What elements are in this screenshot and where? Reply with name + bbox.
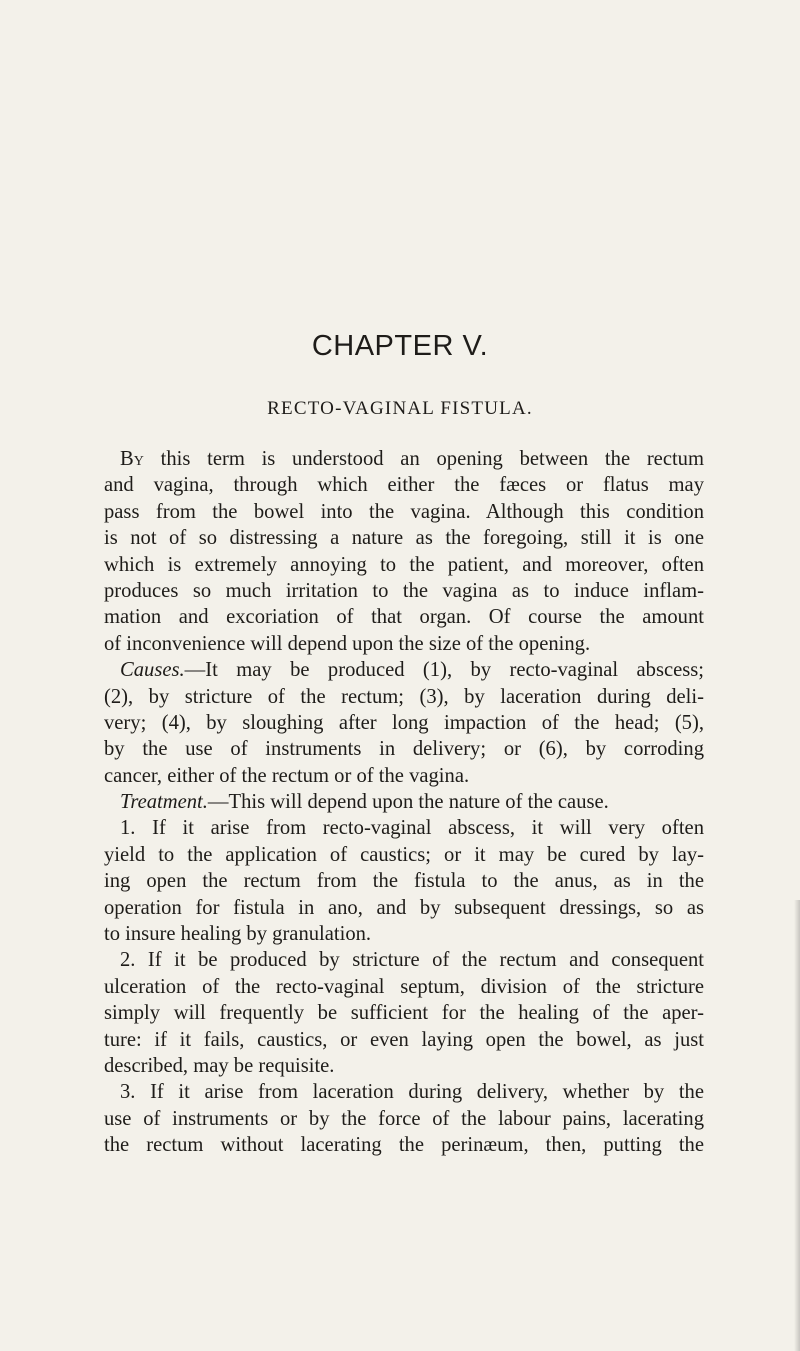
text-line: which is extremely annoying to the patient, and moreover, often	[104, 553, 704, 576]
text-line: pass from the bowel into the vagina. Although this condition	[104, 500, 704, 523]
text-line: by the use of instruments in delivery; or (6), by corroding	[104, 738, 704, 761]
text-line: is not of so distressing a nature as the foregoing, still it is one	[104, 527, 704, 550]
text-line: 1. If it arise from recto-vaginal abscess, it will very often	[120, 817, 704, 840]
text-line: simply will frequently be sufficient for the healing of the aper-	[104, 1002, 704, 1025]
causes-heading: Causes.	[120, 659, 185, 682]
text-line: Treatment.—This will depend upon the nature of the cause.	[120, 791, 609, 814]
text-line: operation for fistula in ano, and by subsequent dressings, so as	[104, 896, 704, 919]
text-line: ing open the rectum from the fistula to the anus, as in the	[104, 870, 704, 893]
text-line: cancer, either of the rectum or of the vagina.	[104, 764, 470, 787]
lead-word: By	[120, 448, 144, 470]
text-line: yield to the application of caustics; or it may be cured by lay-	[104, 843, 704, 866]
text-line: to insure healing by granulation.	[104, 923, 372, 946]
body-text	[104, 446, 704, 1159]
text-line: very; (4), by sloughing after long impaction of the head; (5),	[104, 711, 704, 734]
text-line: 3. If it arise from laceration during delivery, whether by the	[120, 1081, 704, 1104]
chapter-title: CHAPTER V.	[311, 330, 489, 362]
text-line: By this term is understood an opening between the rectum	[120, 448, 704, 470]
text-line: use of instruments or by the force of the labour pains, lacerating	[104, 1107, 704, 1130]
text-line: (2), by stricture of the rectum; (3), by laceration during deli-	[104, 685, 704, 708]
treatment-heading: Treatment.	[120, 791, 208, 814]
text-line: 2. If it be produced by stricture of the rectum and consequent	[120, 949, 704, 972]
page-edge-shadow	[794, 900, 800, 1351]
section-title: RECTO-VAGINAL FISTULA.	[267, 398, 533, 419]
text-line: produces so much irritation to the vagina as to induce inflam-	[104, 579, 704, 602]
text-line: of inconvenience will depend upon the size of the opening.	[104, 632, 591, 655]
text-line: ture: if it fails, caustics, or even laying open the bowel, as just	[104, 1028, 704, 1051]
text-line: mation and excoriation of that organ. Of course the amount	[104, 606, 704, 629]
text-line: ulceration of the recto-vaginal septum, division of the stricture	[104, 975, 704, 998]
text-line: and vagina, through which either the fæces or flatus may	[104, 474, 704, 497]
text-line: Causes.—It may be produced (1), by recto-vaginal abscess;	[120, 659, 704, 682]
text-line: the rectum without lacerating the perinæum, then, putting the	[104, 1134, 704, 1157]
text-line: described, may be requisite.	[104, 1054, 335, 1077]
